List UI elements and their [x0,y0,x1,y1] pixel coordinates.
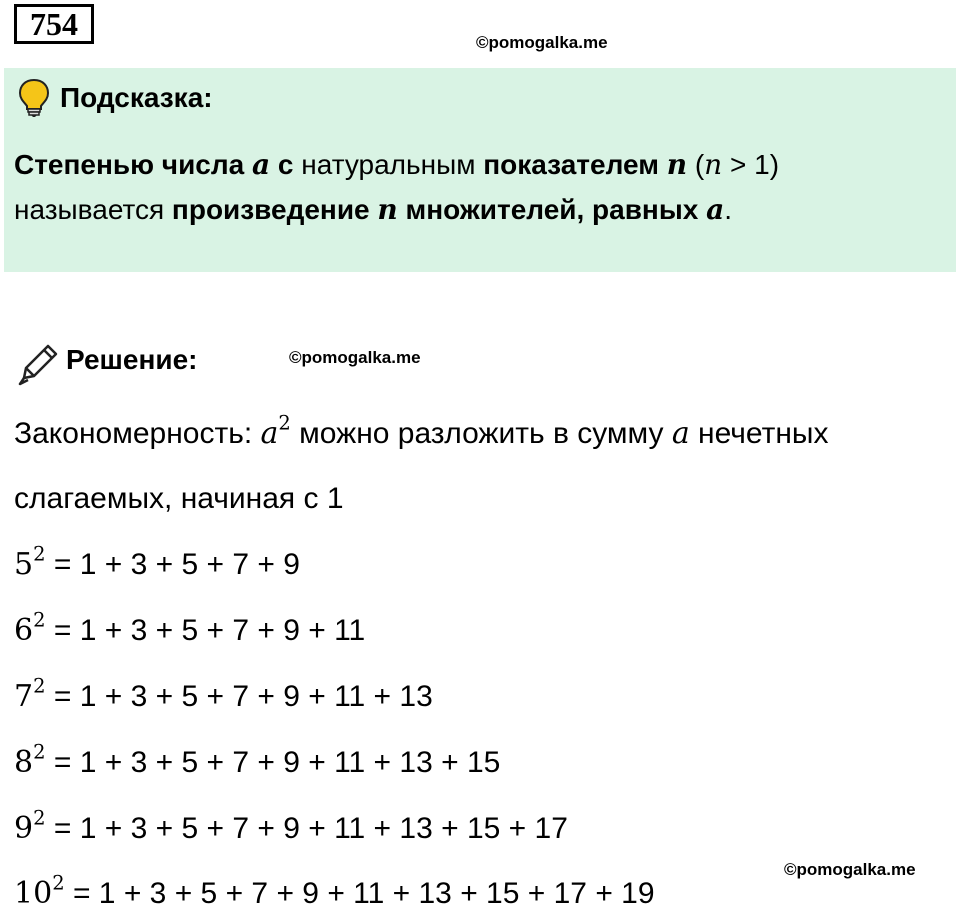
hint-text: натуральным [293,149,484,180]
equation-exponent: 2 [33,542,46,566]
equation-base: 7 [14,679,34,714]
equation-row [14,871,655,911]
equation-base: 9 [14,811,34,846]
equation-exponent: 2 [33,806,46,830]
watermark-middle: ©pomogalka.me [289,348,421,367]
hint-text: с [270,149,294,180]
lightbulb-icon [18,78,50,118]
equation-row [14,740,501,780]
solution-title: Решение: [66,344,198,375]
hint-line-2 [14,193,732,226]
equation-sum: = 1 + 3 + 5 + 7 + 9 + 11 + 13 + 15 [45,746,501,779]
hint-line-1 [14,148,779,181]
equation-base: 6 [14,613,34,648]
equation-exponent: 2 [33,740,46,764]
equation-sum: = 1 + 3 + 5 + 7 + 9 + 11 + 13 + 15 + 17 [45,812,568,845]
intro-text: нечетных [689,417,829,450]
hint-text: > 1) [722,149,780,180]
equation-row [14,608,366,648]
watermark-bottom: ©pomogalka.me [784,860,916,879]
hint-text: множителей, равных [397,194,707,225]
solution-intro-line-1 [14,411,829,451]
equation-exponent: 2 [33,674,46,698]
hint-text: показателем [483,149,667,180]
intro-var-a: a [260,416,279,451]
equation-row [14,806,568,846]
hint-text: произведение [171,194,378,225]
hint-title: Подсказка: [60,82,213,113]
equation-exponent: 2 [33,608,46,632]
intro-text: Закономерность: [14,417,261,450]
solution-intro-line-2: слагаемых, начиная с 1 [14,482,344,515]
hint-var-n: n [666,148,688,181]
hint-var-a: a [252,148,271,181]
hint-text: . [724,194,733,225]
intro-var-a: a [671,416,690,451]
hint-var-a: a [706,193,725,226]
equation-exponent: 2 [52,871,65,895]
equation-row [14,674,433,714]
hint-text: ( [687,149,705,180]
pencil-icon [16,342,60,386]
hint-text: называется [14,194,172,225]
equation-row [14,542,300,582]
intro-text: можно разложить в сумму [290,417,672,450]
hint-var-n: n [377,193,398,226]
hint-var-n: n [704,148,723,181]
equation-base: 10 [14,876,53,911]
problem-number: 754 [14,4,94,44]
equation-sum: = 1 + 3 + 5 + 7 + 9 + 11 [45,614,366,647]
equation-base: 5 [14,547,34,582]
equation-sum: = 1 + 3 + 5 + 7 + 9 + 11 + 13 [45,680,433,713]
watermark-top: ©pomogalka.me [476,33,608,52]
hint-text: Степенью числа [14,149,252,180]
equation-sum: = 1 + 3 + 5 + 7 + 9 [45,548,300,581]
intro-exponent: 2 [278,411,291,435]
equation-sum: = 1 + 3 + 5 + 7 + 9 + 11 + 13 + 15 + 17 + 19 [64,877,655,910]
equation-base: 8 [14,745,34,780]
